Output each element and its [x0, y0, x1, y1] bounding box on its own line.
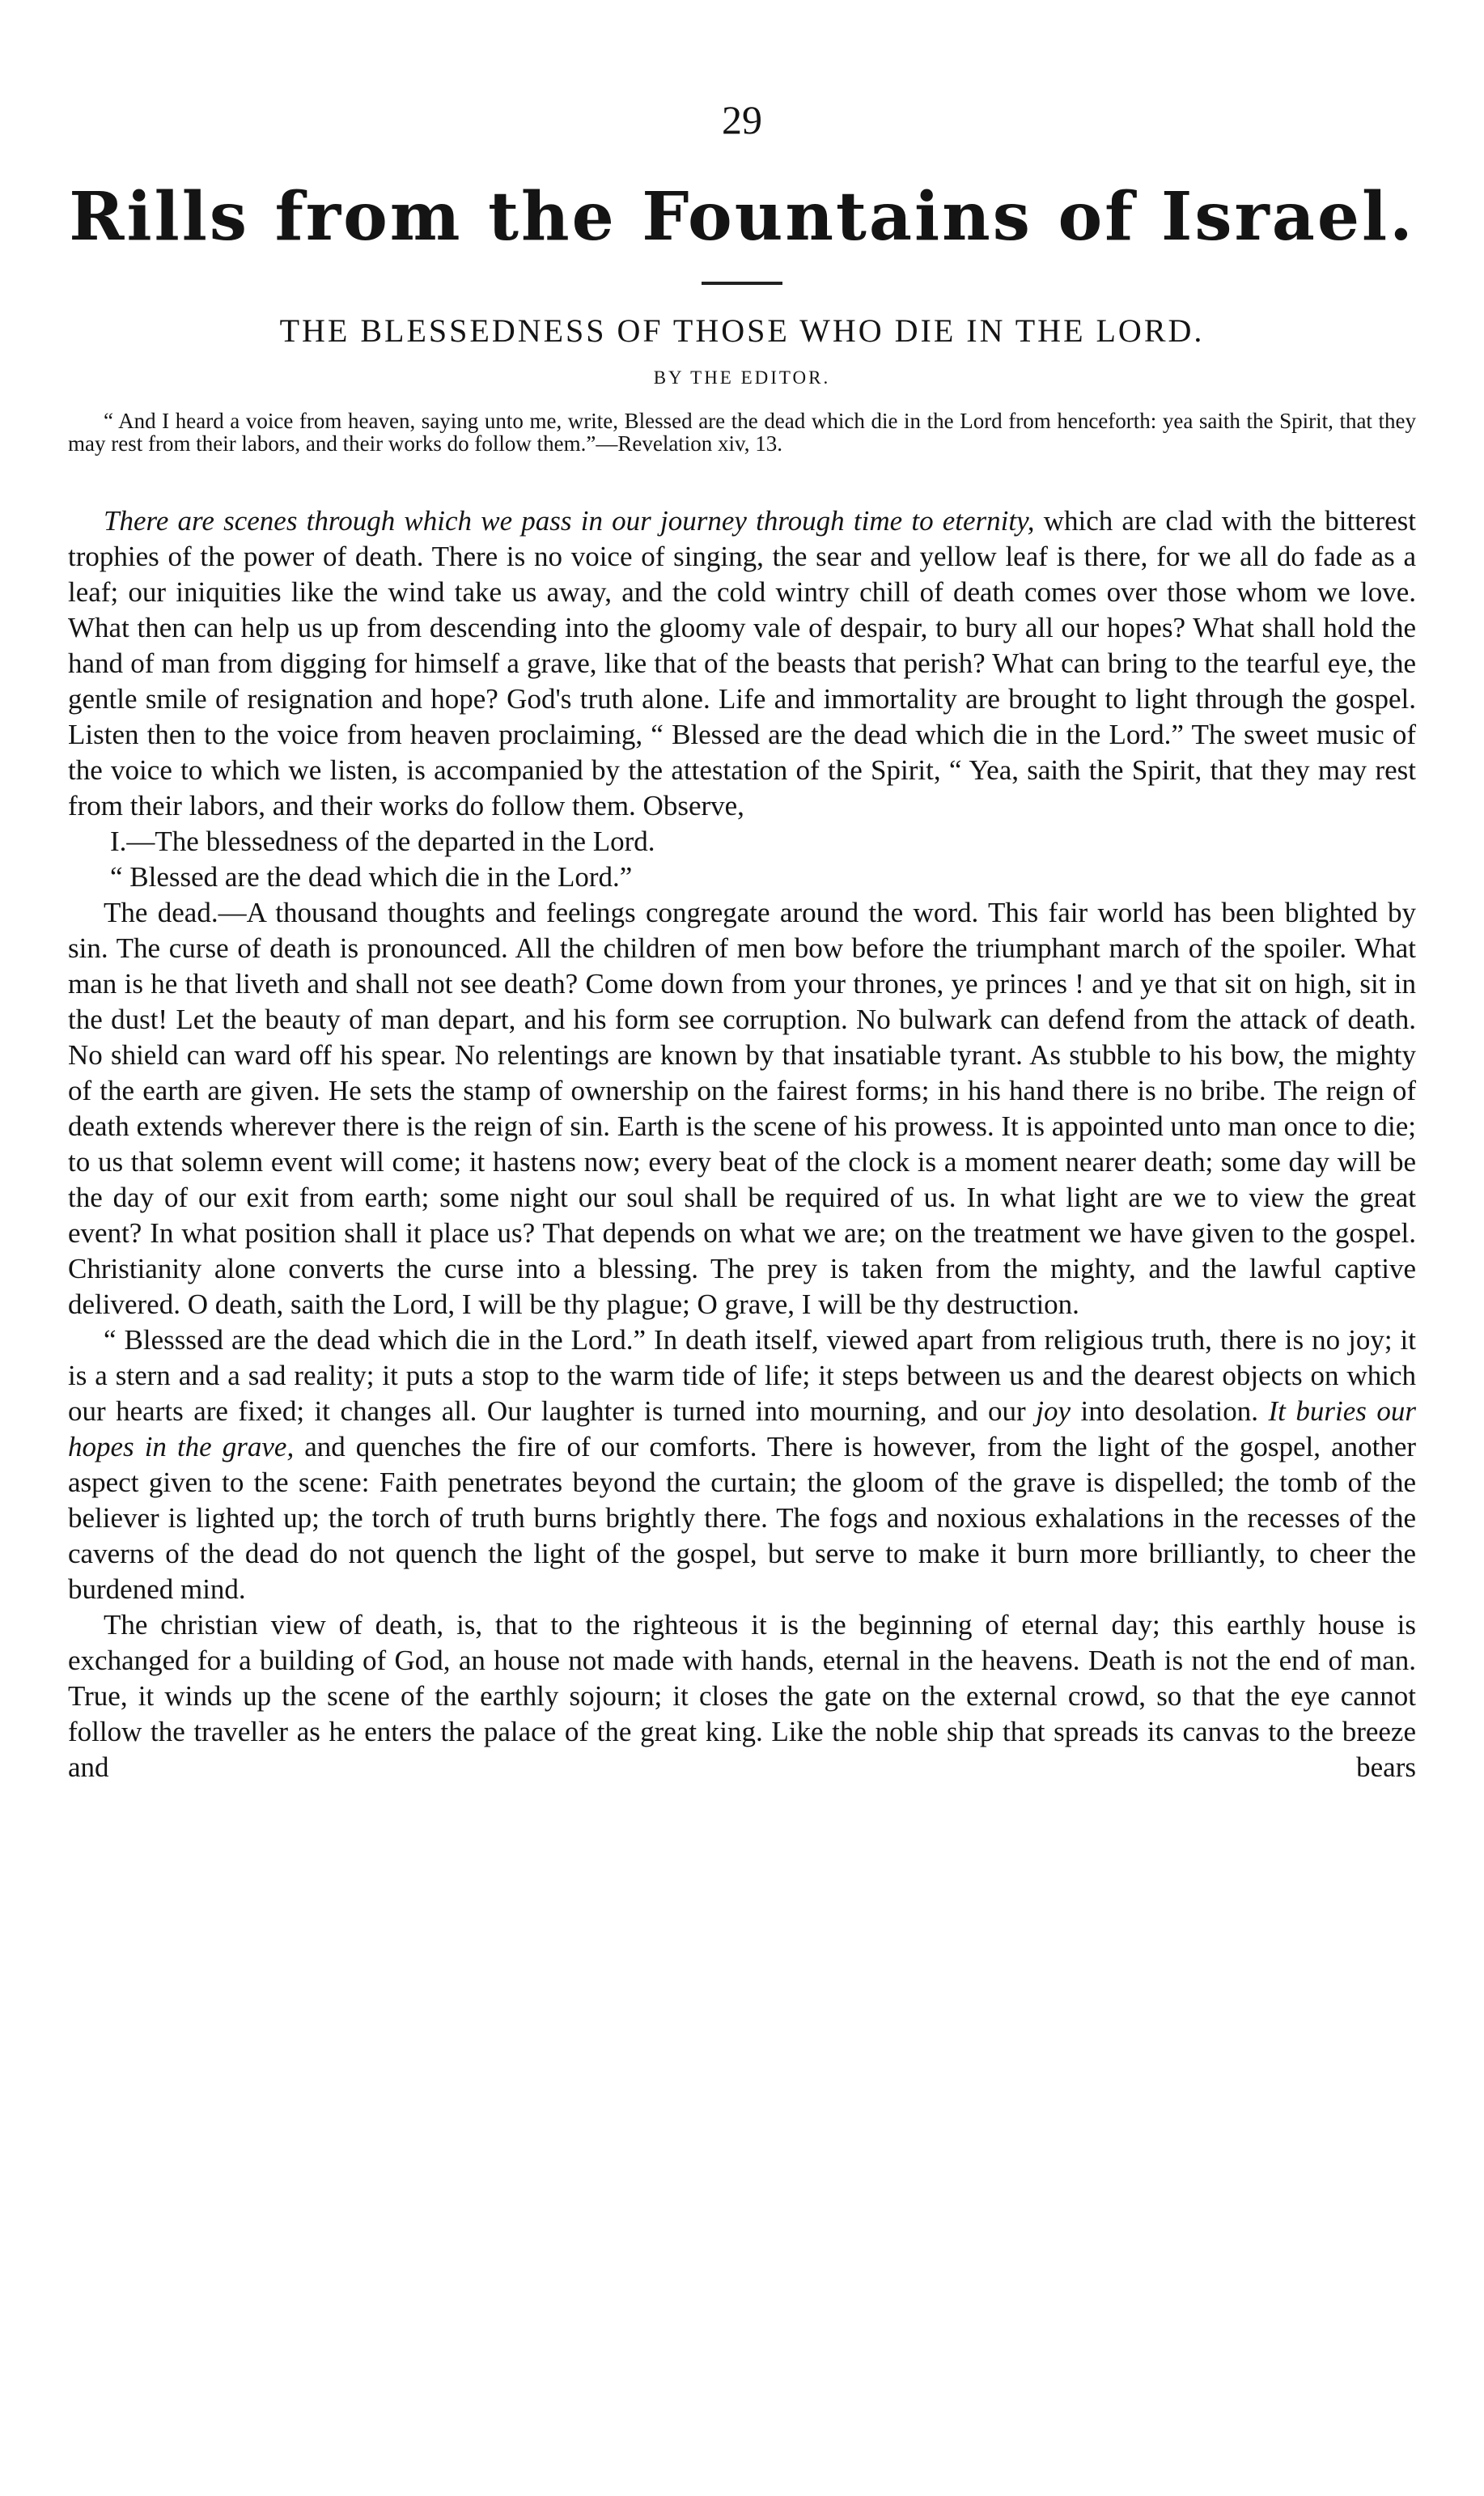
page-number: 29: [722, 97, 762, 142]
paragraph-3-italic-b: It buries our hopes in the grave,: [68, 1395, 1417, 1462]
masthead-title: Rills from the Fountains of Israel.: [69, 178, 1415, 256]
section-heading: I.—The blessedness of the departed in the Lord.: [110, 826, 655, 857]
paragraph-3-italic-a: joy: [1036, 1395, 1071, 1427]
opening-italic-text: There are scenes through which we pass in our journey through time to eternity,: [104, 505, 1035, 537]
epigraph: “ And I heard a voice from heaven, saying unto me, write, Blessed are the dead which die in the Lord from henceforth: yea saith the Spirit, that they may rest from their labors, and their works do follow them.”—Revelation xiv, 13.: [68, 409, 1416, 456]
paragraph-2: The dead.—A thousand thoughts and feelings congregate around the word. This fair world has been blighted by sin. The curse of death is pronounced. All the children of men bow before the triumphant march of the spoiler. What man is he that liveth and shall not see death? Come down from your thrones, ye princes ! and ye that sit on high, sit in the dust! Let the beauty of man depart, and his form see corruption. No bulwark can defend from the attack of death. No shield can ward off his spear. No relentings are known by that insatiable tyrant. As stubble to his bow, the mighty of the earth are given. He sets the stamp of ownership on the fairest forms; in his hand there is no bribe. The reign of death extends wherever there is the reign of sin. Earth is the scene of his prowess. It is appointed unto man once to die; to us that solemn event will come; it hastens now; every beat of the clock is a moment nearer death; some day will be the day of our exit from earth; some night our soul shall be required of us. In what light are we to view the great event? In what position shall it place us? That depends on what we are; on the treatment we have given to the gospel. Christianity alone converts the curse into a blessing. The prey is taken from the mighty, and the lawful captive delivered. O death, saith the Lord, I will be thy plague; O grave, I will be thy destruction.: [68, 897, 1416, 1320]
title-divider: [702, 282, 782, 285]
paragraph-3-text-a: “ Blesssed are the dead which die in the Lord.” In death itself, viewed apart from religious truth, there is no joy; it is a stern and a sad reality; it puts a stop to the warm tide of life; it steps between us and the dearest objects on which our hearts are fixed; it changes all. Our laughter is turned into mourning, and our: [68, 1324, 1416, 1427]
section-quote: “ Blessed are the dead which die in the Lord.”: [110, 861, 633, 893]
article-title: THE BLESSEDNESS OF THOSE WHO DIE IN THE LORD.: [279, 312, 1205, 349]
paragraph-1: [68, 503, 1416, 824]
paragraph-3-text-b: into desolation.: [1070, 1395, 1269, 1427]
paragraph-4: The christian view of death, is, that to the righteous it is the beginning of eternal day; this earthly house is exchanged for a building of God, an house not made with hands, eternal in the heavens. Death is not the end of man. True, it winds up the scene of the earthly sojourn; it closes the gate on the external crowd, so that the eye cannot follow the traveller as he enters the palace of the great king. Like the noble ship that spreads its canvas to the breeze and bears: [68, 1609, 1416, 1783]
byline: BY THE EDITOR.: [653, 367, 831, 388]
article-body: [68, 503, 1416, 1785]
paragraph-3: [68, 1322, 1416, 1607]
paragraph-1-text: which are clad with the bitterest trophies of the power of death. There is no voice of singing, the sear and yellow leaf is there, for we all do fade as a leaf; our iniquities like the wind take us away, and the cold wintry chill of death comes over those whom we love. What then can help us up from descending into the gloomy vale of despair, to bury all our hopes? What shall hold the hand of man from digging for himself a grave, like that of the beasts that perish? What can bring to the tearful eye, the gentle smile of resignation and hope? God's truth alone. Life and immortality are brought to light through the gospel. Listen then to the voice from heaven proclaiming, “ Blessed are the dead which die in the Lord.” The sweet music of the voice to which we listen, is accompanied by the attestation of the Spirit, “ Yea, saith the Spirit, that they may rest from their labors, and their works do follow them. Observe,: [68, 505, 1416, 821]
book-page: [68, 0, 1416, 2496]
paragraph-3-text-c: and quenches the fire of our comforts. There is however, from the light of the gospel, another aspect given to the scene: Faith penetrates beyond the curtain; the gloom of the grave is dispelled; the tomb of the believer is lighted up; the torch of truth burns brightly there. The fogs and noxious exhalations in the recesses of the caverns of the dead do not quench the light of the gospel, but serve to make it burn more brilliantly, to cheer the burdened mind.: [68, 1431, 1417, 1605]
